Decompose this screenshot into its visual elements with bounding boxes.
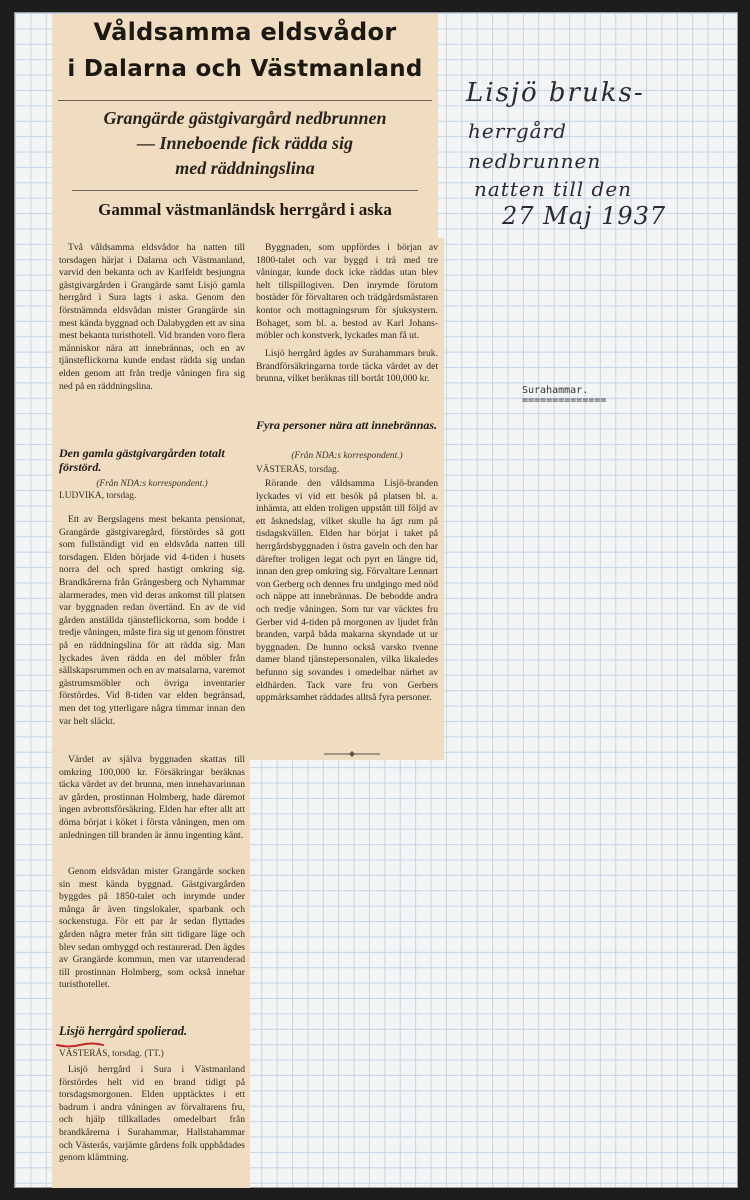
section-heading-fyra-personer: Fyra personer nära att innebrännas. [256,418,438,432]
intro-paragraph: Två våldsamma eldsvådor ha natten till torsdagen härjat i Dalarna och Västmanland, varvid den bekanta och av Karlfeldt besjungna gästgivargården i Grangärde samt Lisjö gamla herrgård i Sura lagts i aska. Genom den förstnämnda eldsvådan mister Grangärde sin mest kända byggnad och Dalabygden ett av sina mest bekanta turisthotell. Vid branden voro flera människor nära att innebrännas, och en av tjänsteflickorna kunde endast rädda sig undan elden genom att från tredje våningen fira sig ned på en räddningslina. [59,242,246,392]
section-2-paragraph-1: Lisjö herrgård i Sura i Västmanland förstördes helt vid en brand tidigt på torsdagsmorgonen. Elden upptäcktes i ett badrum i andra våningen av förvaltarens fru, och hjälp tillkallades omedelbart från brandkårerna i Surahammar, Hallstahammar och Västerås, varjämte gårdens folk uppbådades genom klämtning. [59,1064,245,1164]
newspaper-headline-clipping [52,14,438,238]
col2-paragraph-1: Byggnaden, som uppfördes i början av 1800-talet och var byggd i trä med tre våningar, kunde dock icke räddas utan blev helt tillspillogiven. Den inrymde förutom bostäder för förvaltaren och trädgårdsmästaren kontor och mottagningsrum för sjuksystern. Bohaget, som bl. a. bestod av Karl Johans-möbler och konstverk, lyckades man få ut. [256,242,438,342]
section-dateline-1: LUDVIKA, torsdag. [59,491,137,501]
handwritten-note-line-5: 27 Maj 1937 [502,202,667,230]
section-source-3: (Från NDA:s korrespondent.) [291,451,403,461]
section-dateline-3: VÄSTERÅS, torsdag. [256,465,340,475]
handwritten-note-line-3: nedbrunnen [468,149,602,173]
section-1-paragraph-2: Värdet av själva byggnaden skattas till omkring 100,000 kr. Försäkringar beräknas täcka värdet av det brunna, men innehavarinnan av gården, prostinnan Holmberg, hade däremot ingen avbrottsförsäkring. Elden har efter allt att döma börjat i köket i första våningen, men om anledningen till branden är ännu ingenting känt. [59,754,245,841]
headline-line-2: i Dalarna och Västmanland [67,56,423,82]
handwritten-note-line-2: herrgård [468,119,567,143]
headline-line-1: Våldsamma eldsvådor [93,18,397,46]
subheadline-rule [72,190,418,191]
section-1-paragraph-3: Genom eldsvådan mister Grangärde socken sin mest kända byggnad. Gästgivargården byggdes på 1850-talet och inrymde under många år även tingslokaler, sparbank och sockenstuga. För ett par år sedan flyttades gården några meter från sitt tidigare läge och blev sedan ombyggd och restaurerad. Den ägdes av Grangärde kommun, men var utarrenderad till prostinnan Holmberg, som också innehar turisthotellet. [59,866,245,991]
typed-underline: ============== [522,395,607,406]
section-dateline-2: VÄSTERÅS, torsdag. (TT.) [59,1049,164,1059]
headline-rule [58,100,432,101]
article-column-1 [52,238,250,1188]
subheadline-1: Grangärde gästgivargård nedbrunnen [103,108,387,128]
section-heading-lisjo: Lisjö herrgård spolierad. [59,1024,188,1038]
handwritten-note-line-1: Lisjö bruks- [466,78,645,108]
article-column-2 [250,238,444,760]
end-ornament [322,750,382,758]
section-heading-gastgivargarden: Den gamla gästgivargården totalt förstörd. [59,446,225,474]
subheadline-3: med räddningslina [175,158,315,178]
subheadline-2: — Inneboende fick rädda sig [137,133,353,153]
col2-paragraph-2: Lisjö herrgård ägdes av Surahammars bruk. Brandförsäkringarna torde täcka värdet av det brunna, vilket beräknas till bortåt 100,000 kr. [256,348,438,385]
subheadline-4: Gammal västmanländsk herrgård i aska [98,200,392,219]
typed-place-label: Surahammar. [522,385,589,396]
section-1-paragraph-1: Ett av Bergslagens mest bekanta pensionat, Grangärde gästgivaregård, förstördes så gott som fullständigt vid en eldsvåda natten till torsdagen. Elden började vid 4-tiden i husets norra del och spred hastigt omkring sig. Brandkårerna från Grängesberg och Nyhammar alarmerades, men vid deras ankomst till platsen var byggnaden redan övertänd. En av de vid gården anställda tjänsteflickorna, som bodde i tredje våningen, måste fira sig ut genom fönstret på en räddningslina för att rädda sig. Man lyckades även rädda en del möbler från sällskapsrummen och en av matsalarna, varemot gästrumsmöbler och övriga inventarier förstördes. Vid 8-tiden var elden begränsad, men det tog ytterligare några timmar innan den var helt släckt. [59,514,245,727]
col2-section-paragraph: Rörande den våldsamma Lisjö-branden lyckades vi vid ett besök på platsen bl. a. inhämta, att elden troligen uppstått till följd av ett åsknedslag, vilket skulle ha ägt rum på tisdagskvällen. Elden har börjat i taket på herrgårdsbyggnaden i östra gaveln och den har därefter troligen legat och pyrt en längre tid, innan den grep omkring sig. Förvaltare Lennart von Gerberg och dennes fru undgingo med nöd och näppe att innebrännas. De bebodde andra och tredje våningen. Som tur var väcktes fru Gerber vid 4-tiden på morgonen av ljudet från branden, varpå båda makarna skyndade ut ur byggnaden. De hunno också varsko tvenne damer bland tjänstepersonalen, vilka likaledes befunno sig sovandes i omedelbar närhet av eldhärden. Tack vare fru von Gerbers uppmärksamhet räddades alltså fyra personer. [256,478,438,704]
section-source-1: (Från NDA:s korrespondent.) [96,479,208,489]
handwritten-note-line-4: natten till den [474,177,633,201]
